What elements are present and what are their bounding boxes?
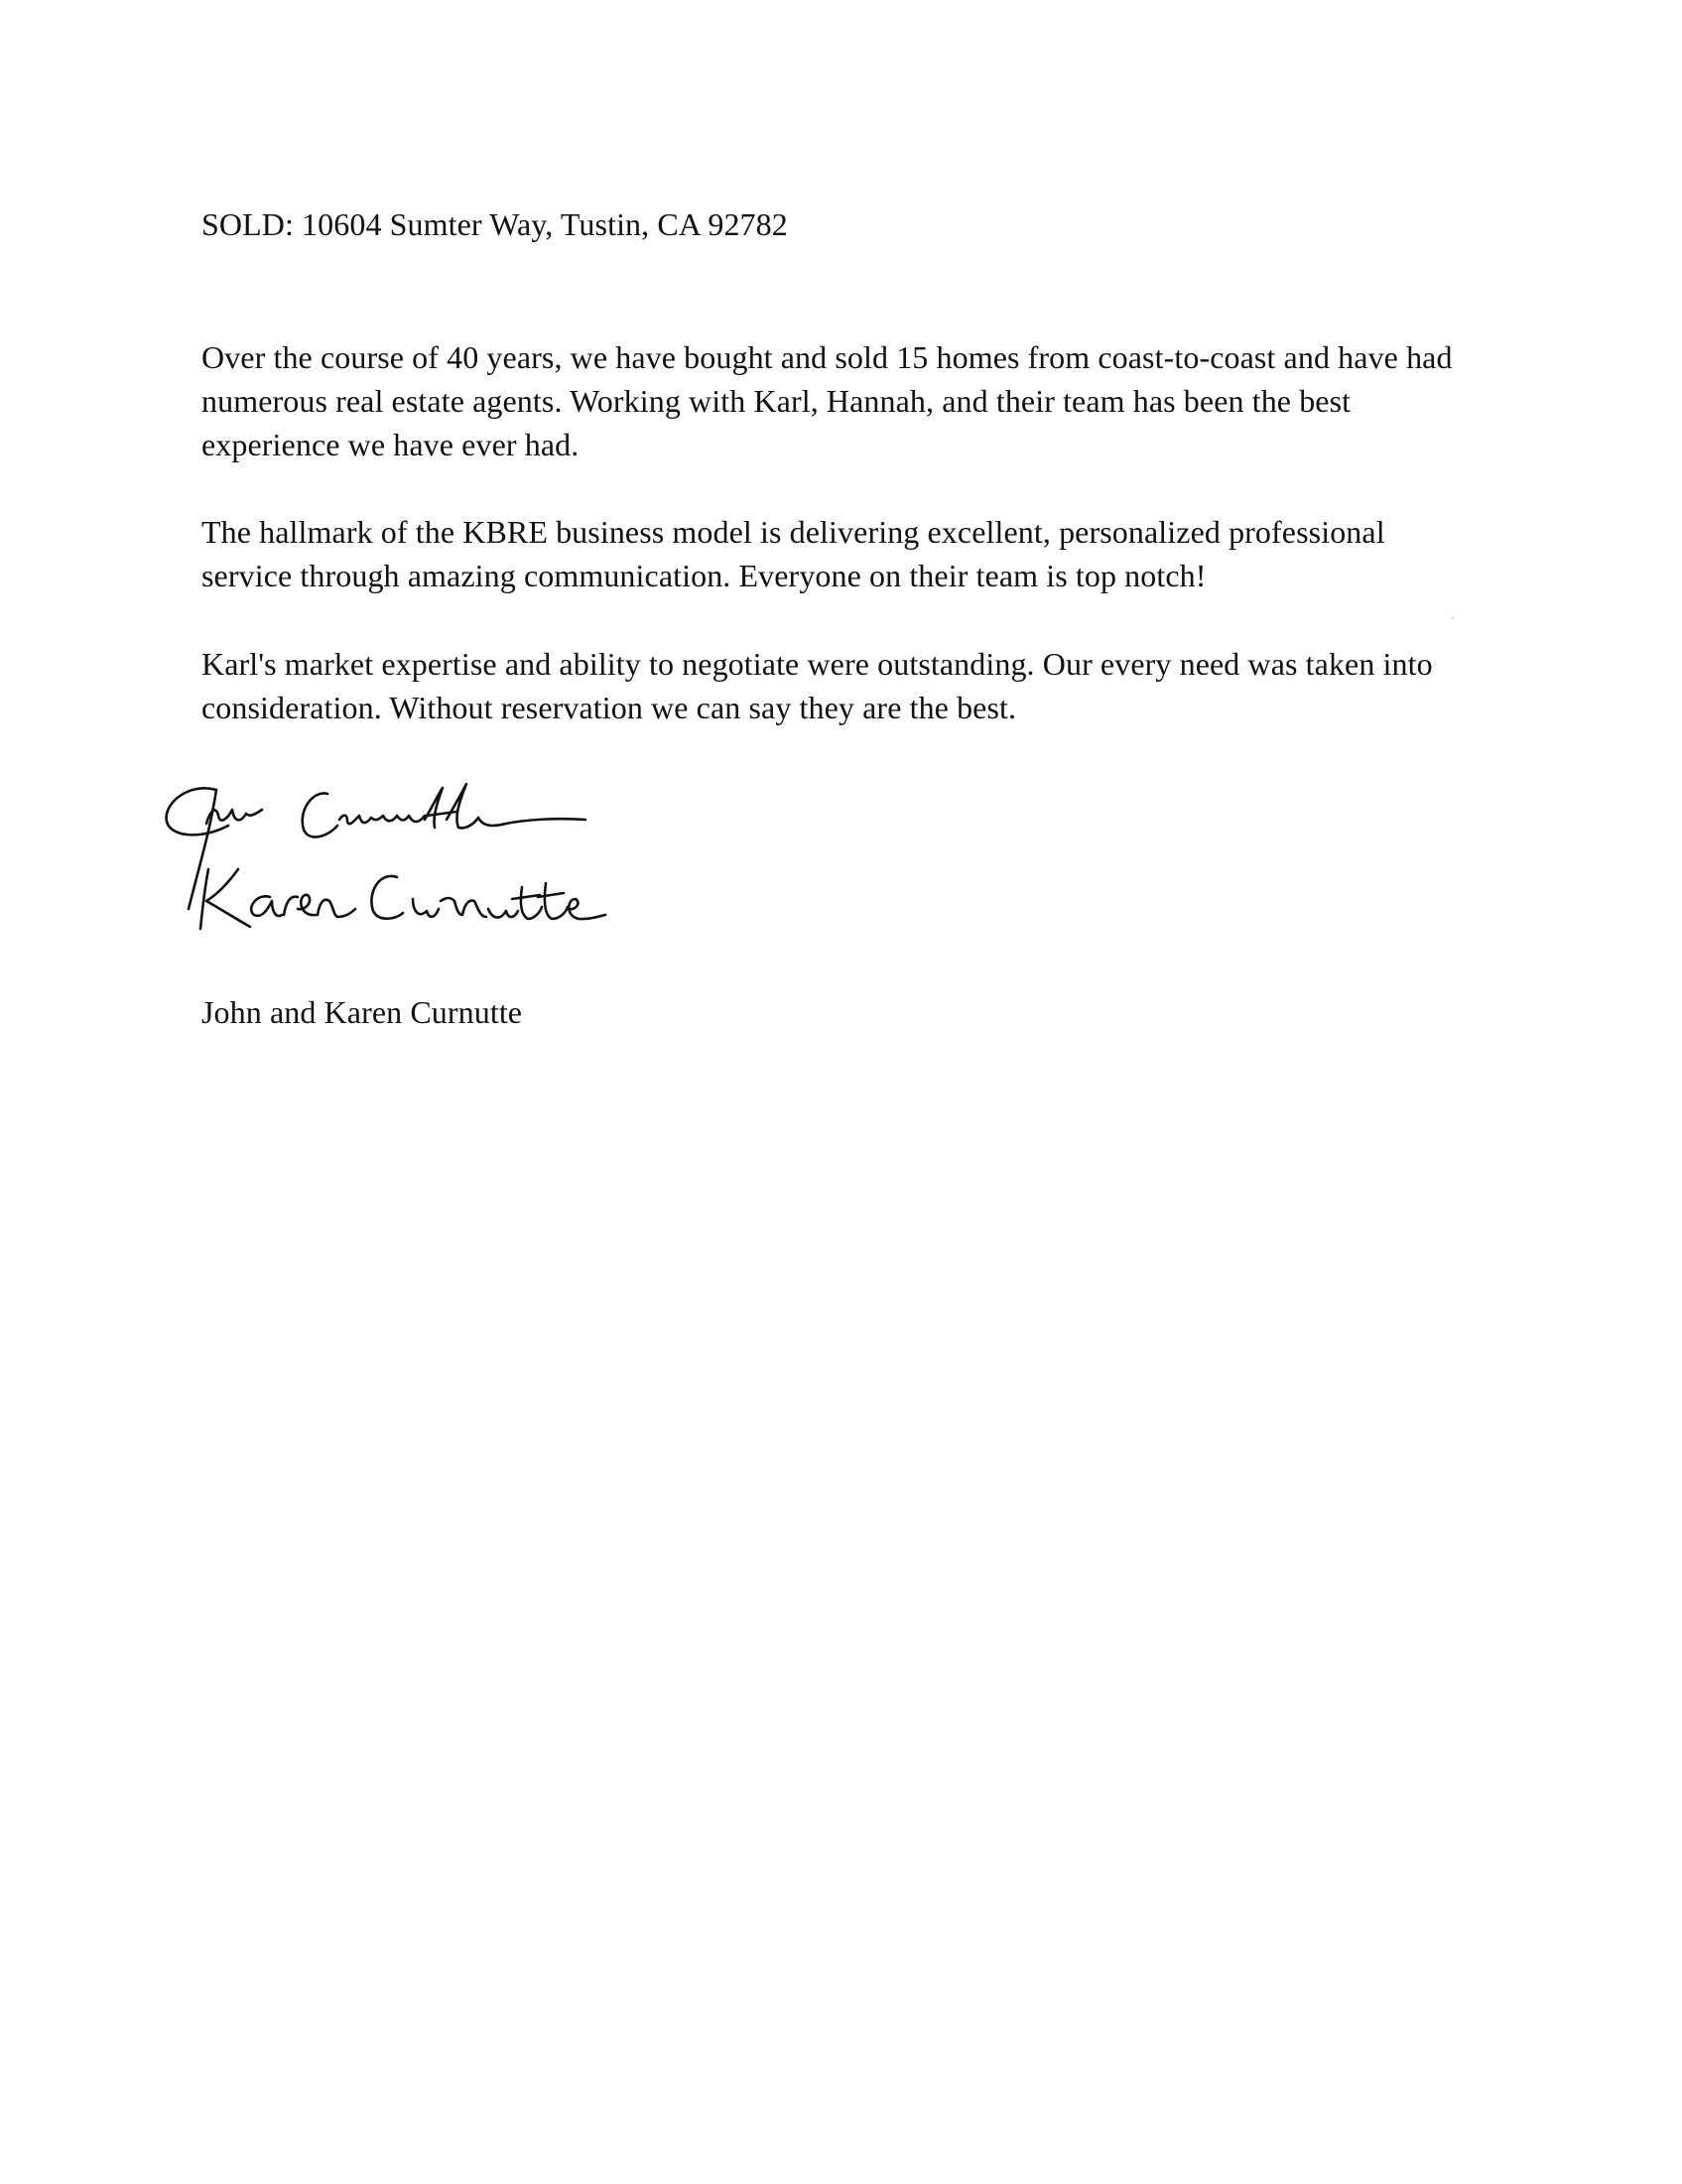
paragraph-experience: Over the course of 40 years, we have bought and sold 15 homes from coast-to-coast and have had numerous real estate agents. Working with Karl, Hannah, and their team has been the best experience we have ever had. [201, 339, 1453, 462]
signer-names: John and Karen Curnutte [201, 994, 523, 1030]
letter-heading: SOLD: 10604 Sumter Way, Tustin, CA 92782 [201, 206, 788, 242]
handwritten-signature [159, 770, 655, 959]
scan-speck [1452, 617, 1454, 619]
paragraph-market-expertise: Karl's market expertise and ability to negotiate were outstanding. Our every need was taken into consideration. Without reservation we can say they are the best. [201, 646, 1433, 725]
paragraph-business-model: The hallmark of the KBRE business model is delivering excellent, personalized professional service through amazing communication. Everyone on their team is top notch! [201, 514, 1385, 593]
